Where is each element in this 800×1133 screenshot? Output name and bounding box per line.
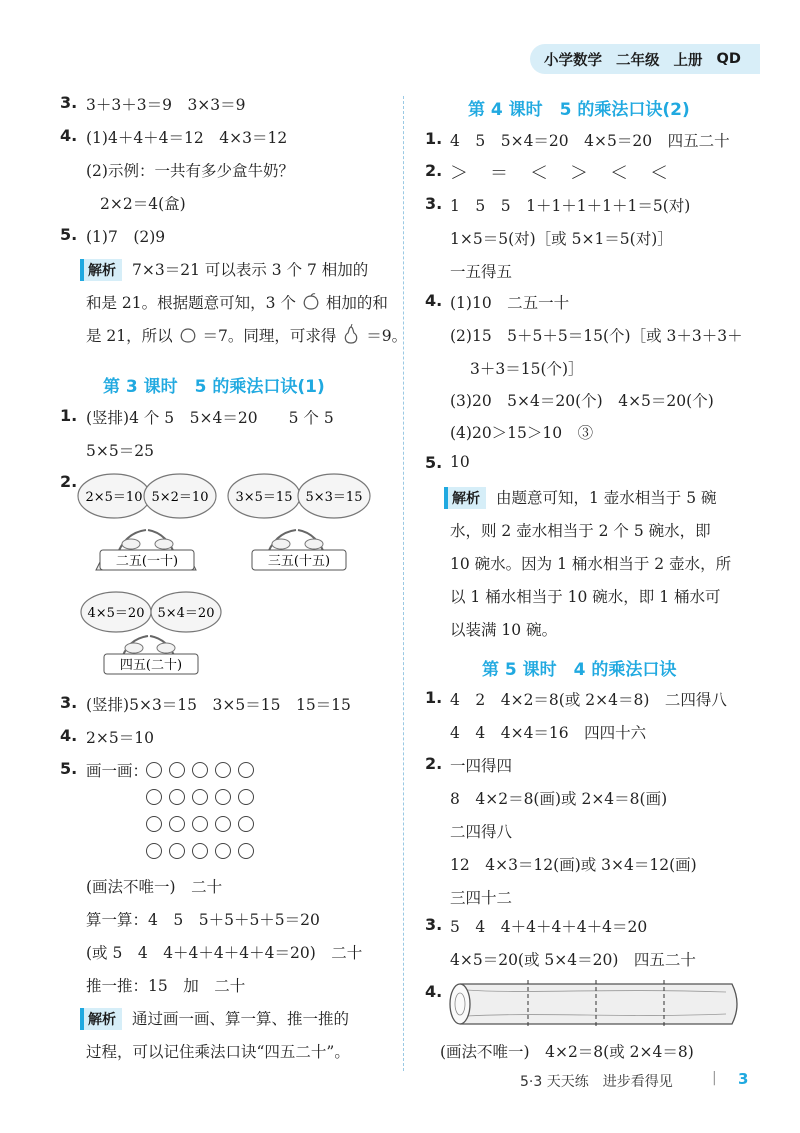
analysis-badge: 解析 (80, 1008, 122, 1030)
l3q5-calc-alt: (或 5 4 4＋4＋4＋4＋4＝20) 二十 (86, 944, 363, 962)
l3q1-line2: 5×5＝25 (86, 442, 154, 460)
circle (192, 816, 208, 832)
header-tag (530, 44, 760, 74)
analysis2-line1 (80, 1007, 349, 1030)
r-q4-line1: (1)10 二五一十 (450, 294, 570, 312)
l3q5-draw-label: 画一画： (86, 762, 149, 780)
l3q3-number: 3. (60, 693, 78, 712)
l3q5-note: (画法不唯一) 二十 (86, 878, 223, 896)
circle (215, 762, 231, 778)
footer-brand: 5·3 天天练 进步看得见 (520, 1074, 673, 1090)
flower3-equation-b: 5×4＝20 (157, 606, 215, 621)
analysis1-text3b: ＝7。同理，可求得 (202, 327, 337, 345)
r-l5q4-note: (画法不唯一) 4×2＝8(或 2×4＝8) (440, 1043, 694, 1061)
lesson5-title: 第 5 课时 4 的乘法口诀 (482, 660, 677, 680)
r-l5q2-line4: 12 4×3＝12(画)或 3×4＝12(画) (450, 856, 697, 874)
q3-answer: 3＋3＋3＝9 3×3＝9 (86, 96, 246, 114)
r-l5q1-number: 1. (425, 688, 443, 707)
r-q5-answer: 10 (450, 453, 470, 471)
circle-row-3 (146, 816, 254, 832)
r-q2-number: 2. (425, 161, 443, 180)
r-l5q4-number: 4. (425, 982, 443, 1001)
r-analysis-line5: 以装满 10 碗。 (450, 621, 558, 639)
header-grade: 二年级 (616, 52, 660, 69)
r-q4-line4: (3)20 5×4＝20(个) 4×5＝20(个) (450, 392, 714, 410)
circle (238, 843, 254, 859)
r-q5-number: 5. (425, 453, 443, 472)
l3q5-number: 5. (60, 759, 78, 778)
r-q4-line3: 3＋3＝15(个)］ (470, 360, 584, 378)
analysis1-text1: 7×3＝21 可以表示 3 个 7 相加的 (132, 261, 369, 279)
r-analysis-line2: 水，则 2 壶水相当于 2 个 5 碗水，即 (450, 522, 711, 540)
analysis1-line1 (80, 258, 368, 281)
r-analysis-line4: 以 1 桶水相当于 10 碗水，即 1 桶水可 (450, 588, 721, 606)
analysis1-text3c: ＝9。 (366, 327, 408, 345)
pear-icon (341, 324, 361, 346)
r-q2-answer: ＞ ＝ ＜ ＞ ＜ ＜ (450, 163, 670, 184)
analysis-badge: 解析 (80, 259, 122, 281)
page-number: 3 (738, 1070, 749, 1088)
circle (215, 843, 231, 859)
circle-row-2 (146, 789, 254, 805)
circle (169, 843, 185, 859)
circle (169, 816, 185, 832)
analysis1-text2a: 和是 21。根据题意可知，3 个 (86, 294, 296, 312)
flower3-equation-a: 4×5＝20 (87, 606, 145, 621)
l3q4-answer: 2×5＝10 (86, 729, 154, 747)
l3q1-number: 1. (60, 406, 78, 425)
flower1-equation-b: 5×2＝10 (151, 490, 209, 505)
header-edition: QD (716, 51, 741, 67)
r-l5q2-line5: 三四十二 (450, 889, 513, 907)
flower-pots-row2 (76, 590, 236, 682)
r-l5q3-line1: 5 4 4＋4＋4＋4＋4＝20 (450, 918, 648, 936)
circle (146, 762, 162, 778)
circle-row-4 (146, 843, 254, 859)
flower2-equation-a: 3×5＝15 (235, 490, 293, 505)
r-q3-line1: 1 5 5 1＋1＋1＋1＋1＝5(对) (450, 197, 691, 215)
flower3-pot-label: 四五(二十) (119, 658, 183, 673)
analysis-badge: 解析 (444, 487, 486, 509)
r-q3-number: 3. (425, 194, 443, 213)
circle (192, 843, 208, 859)
peach-icon (301, 292, 321, 312)
analysis2-text1: 通过画一画、算一算、推一推的 (132, 1010, 350, 1028)
l3q4-number: 4. (60, 726, 78, 745)
circle (215, 816, 231, 832)
r-l5q2-number: 2. (425, 754, 443, 773)
analysis1-text3a: 是 21，所以 (86, 327, 173, 345)
flower2-pot-label: 三五(十五) (267, 554, 331, 569)
circle (238, 762, 254, 778)
r-analysis-line1 (444, 486, 717, 509)
circle (215, 789, 231, 805)
r-q4-number: 4. (425, 291, 443, 310)
circle (192, 789, 208, 805)
r-l5q3-number: 3. (425, 915, 443, 934)
q4-line1: (1)4＋4＋4＝12 4×3＝12 (86, 129, 288, 147)
q4-line3: 2×2＝4(盒) (100, 195, 186, 213)
header-volume: 上册 (673, 52, 703, 69)
analysis1-line3 (86, 324, 407, 346)
circle (192, 762, 208, 778)
column-divider (403, 96, 404, 1071)
r-q4-line5: (4)20＞15＞10 ③ (450, 424, 594, 442)
l3q5-calc: 算一算：4 5 5＋5＋5＋5＝20 (86, 911, 320, 929)
lesson4-title: 第 4 课时 5 的乘法口诀(2) (468, 100, 690, 120)
circle (238, 816, 254, 832)
l3q3-answer: (竖排)5×3＝15 3×5＝15 15＝15 (86, 696, 351, 714)
r-l5q2-line3: 二四得八 (450, 823, 513, 841)
lesson3-title: 第 3 课时 5 的乘法口诀(1) (103, 377, 325, 397)
flower-pots-row1 (76, 470, 376, 582)
flower1-pot-label: 二五(一十) (115, 554, 179, 569)
circle (146, 816, 162, 832)
log-diagram (446, 978, 746, 1030)
header-subject: 小学数学 (544, 52, 602, 69)
r-l5q1-line1: 4 2 4×2＝8(或 2×4＝8) 二四得八 (450, 691, 727, 709)
circle (169, 789, 185, 805)
l3q2-number: 2. (60, 472, 78, 491)
r-l5q2-line1: 一四得四 (450, 757, 513, 775)
analysis1-text2b: 相加的和 (325, 294, 388, 312)
circle (146, 843, 162, 859)
q4-line2: (2)示例：一共有多少盒牛奶？ (86, 162, 294, 180)
circle (238, 789, 254, 805)
r-l5q2-line2: 8 4×2＝8(画)或 2×4＝8(画) (450, 790, 668, 808)
r-q1-number: 1. (425, 129, 443, 148)
r-l5q3-line2: 4×5＝20(或 5×4＝20) 四五二十 (450, 951, 696, 969)
l3q5-infer: 推一推：15 加 二十 (86, 977, 246, 995)
l3q1-line1: (竖排)4 个 5 5×4＝20 5 个 5 (86, 409, 334, 427)
footer-separator: | (712, 1070, 717, 1086)
circle-row-1 (146, 762, 254, 778)
q5-answer: (1)7 (2)9 (86, 228, 166, 246)
peach-icon (178, 325, 198, 345)
r-q3-line3: 一五得五 (450, 263, 513, 281)
r-l5q1-line2: 4 4 4×4＝16 四四十六 (450, 724, 647, 742)
analysis1-line2 (86, 291, 388, 313)
q5-number: 5. (60, 225, 78, 244)
r-analysis-text1: 由题意可知，1 壶水相当于 5 碗 (496, 489, 717, 507)
circle (169, 762, 185, 778)
circle (146, 789, 162, 805)
r-q1-answer: 4 5 5×4＝20 4×5＝20 四五二十 (450, 132, 730, 150)
r-q4-line2: (2)15 5＋5＋5＝15(个)［或 3＋3＋3＋ (450, 327, 743, 345)
r-q3-line2: 1×5＝5(对)［或 5×1＝5(对)］ (450, 230, 673, 248)
q4-number: 4. (60, 126, 78, 145)
flower2-equation-b: 5×3＝15 (305, 490, 363, 505)
r-analysis-line3: 10 碗水。因为 1 桶水相当于 2 壶水，所 (450, 555, 732, 573)
q3-number: 3. (60, 93, 78, 112)
flower1-equation-a: 2×5＝10 (85, 490, 143, 505)
analysis2-line2: 过程，可以记住乘法口诀“四五二十”。 (86, 1043, 350, 1061)
